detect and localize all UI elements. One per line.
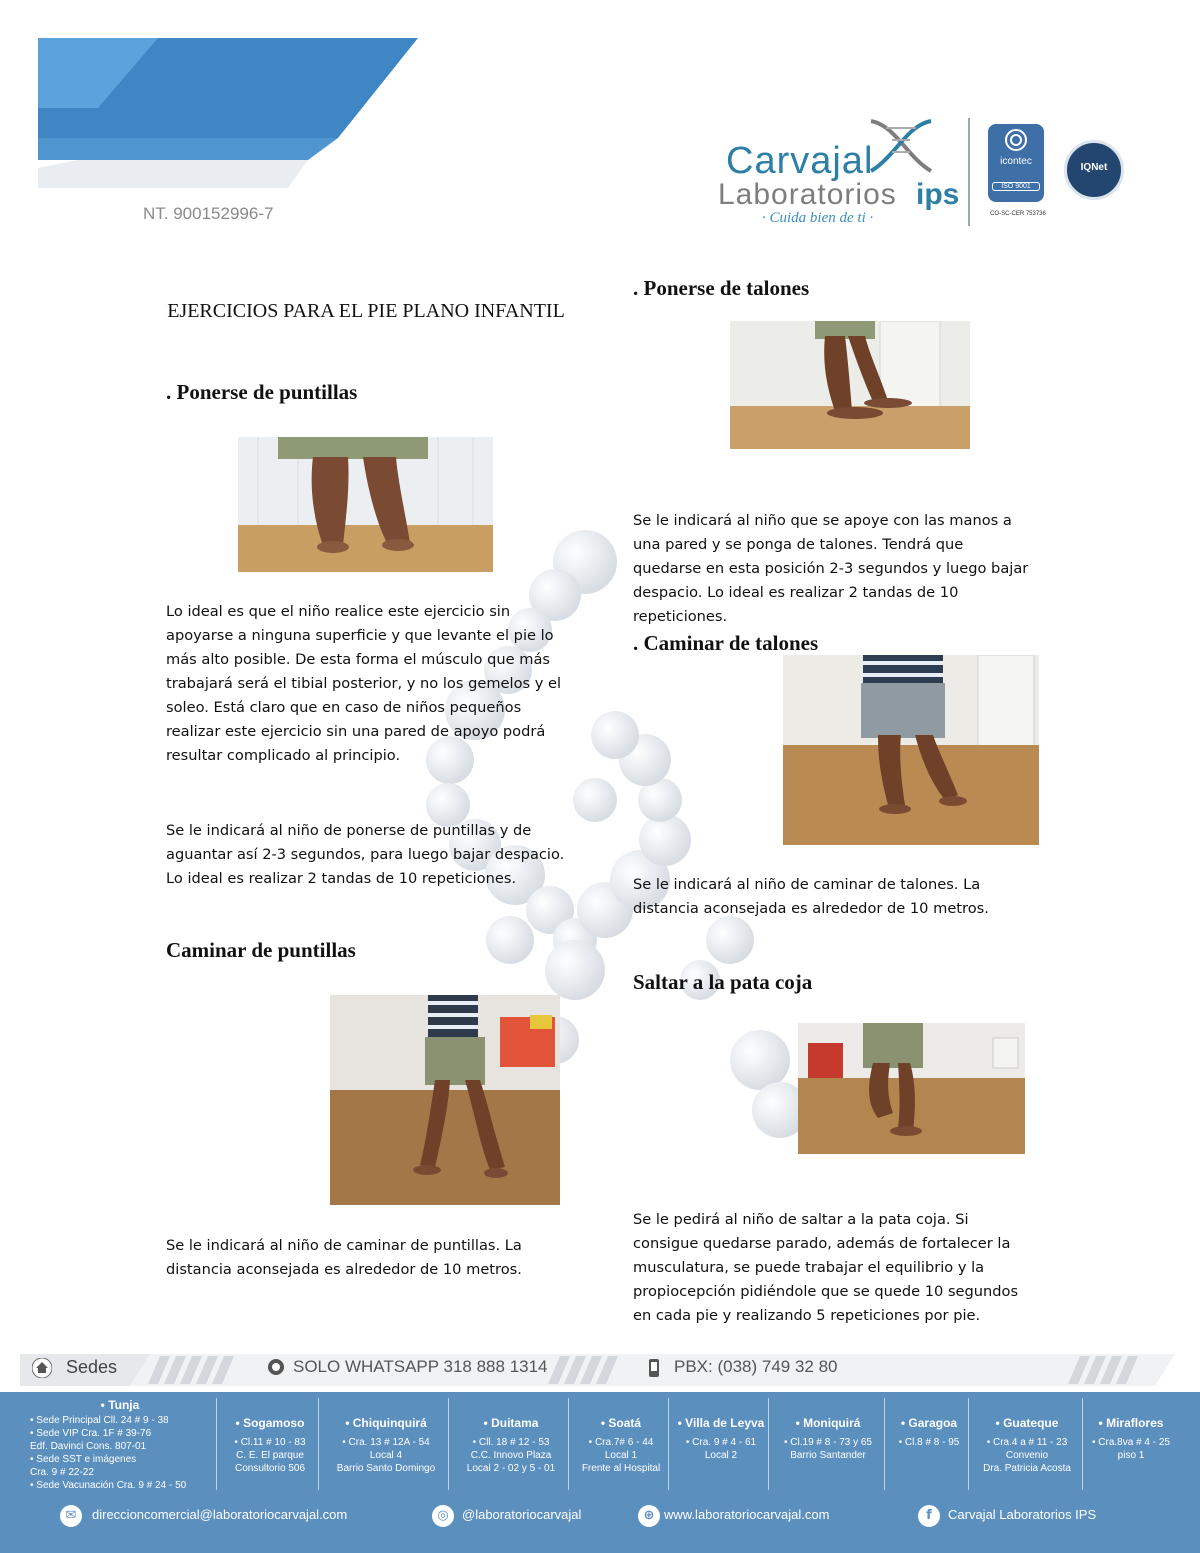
photo-tiptoes [238, 437, 493, 572]
location-address: • Cll. 18 # 12 - 53 C.C. Innovo Plaza Local 2 - 02 y 5 - 01 [466, 1437, 556, 1474]
location-column [672, 1398, 770, 1462]
paragraph-talones: Se le indicará al niño que se apoye con las manos a una pared y se ponga de talones. Tendrá que quedarse en esta posición 2-3 segundos y luego bajar despacio. Lo ideal es realizar 2 tandas de 10 repeticiones. [633, 512, 1029, 625]
location-separator [768, 1398, 769, 1490]
location-city: • Sogamoso [235, 1416, 305, 1430]
location-address: • Cra.7# 6 - 44 Local 1 Frente al Hospital [581, 1437, 661, 1474]
location-separator [968, 1398, 969, 1490]
location-address: • Cl.19 # 8 - 73 y 65 Barrio Santander [784, 1437, 872, 1461]
location-column [888, 1398, 970, 1449]
dna-logo-icon [866, 116, 936, 176]
location-city: • Garagoa [900, 1416, 958, 1430]
location-address: • Cra. 9 # 4 - 61 Local 2 [685, 1437, 757, 1461]
location-city: • Guateque [995, 1416, 1059, 1430]
paragraph-caminar-puntillas: Se le indicará al niño de caminar de puntillas. La distancia aconsejada es alrededor de 10 metros. [166, 1237, 522, 1278]
location-column [572, 1398, 670, 1475]
logo-divider [968, 118, 970, 226]
location-column [220, 1398, 320, 1475]
logo-name-laboratorios: Laboratorios [718, 178, 897, 211]
section-heading-puntillas: . Ponerse de puntillas [166, 380, 358, 404]
location-address: • Cra. 13 # 12A - 54 Local 4 Barrio Santo Domingo [336, 1437, 436, 1474]
footer-info-bar [0, 1350, 1200, 1390]
section-heading-caminar-puntillas: Caminar de puntillas [166, 938, 356, 962]
whatsapp-icon [268, 1359, 284, 1375]
iso-label: ISO 9001 [992, 182, 1040, 191]
location-separator [318, 1398, 319, 1490]
location-address: • Sede Principal Cll. 24 # 9 - 38 • Sede VIP Cra. 1F # 39-76 Edf. Davinci Cons. 807-01 • Sede SST e imágenes Cra. 9 # 22-22 • Sede Vacunación Cra. 9 # 24 - 50 [30, 1415, 187, 1491]
section-heading-pata-coja: Saltar a la pata coja [633, 970, 813, 994]
contact-facebook[interactable]: Carvajal Laboratorios IPS [948, 1507, 1097, 1522]
location-city: • Chiquinquirá [345, 1416, 427, 1430]
paragraph-puntillas-2: Se le indicará al niño de ponerse de puntillas y de aguantar así 2-3 segundos, para luego bajar despacio. Lo ideal es realizar 2 tandas de 10 repeticiones. [166, 822, 565, 887]
location-column [452, 1398, 570, 1475]
location-city: • Tunja [100, 1398, 140, 1412]
location-city: • Duitama [483, 1416, 539, 1430]
location-address: • Cl.11 # 10 - 83 C. E. El parque Consultorio 506 [234, 1437, 306, 1474]
instagram-icon: ◎ [432, 1505, 454, 1527]
location-column [322, 1398, 450, 1475]
logo-tagline: · Cuida bien de ti · [762, 210, 874, 226]
cert-code: CO-SC-CER 753736 [990, 211, 1046, 217]
location-separator [568, 1398, 569, 1490]
phone-icon [648, 1358, 660, 1378]
paragraph-puntillas-1: Lo ideal es que el niño realice este ejercicio sin apoyarse a ninguna superficie y que levante el pie lo más alto posible. De esta forma el músculo que más trabajará será el tibial posterior, y no los gemelos y el soleo. Está claro que en caso de niños pequeños realizar este ejercicio sin una pared de apoyo podrá resultar complicado al principio. [166, 603, 562, 764]
location-separator [884, 1398, 885, 1490]
paragraph-caminar-talones: Se le indicará al niño de caminar de talones. La distancia aconsejada es alrededor de 10 metros. [633, 876, 989, 917]
facebook-icon: f [918, 1505, 940, 1527]
section-heading-caminar-talones: . Caminar de talones [633, 631, 819, 655]
sedes-label: Sedes [66, 1357, 118, 1377]
contact-email[interactable]: direccioncomercial@laboratoriocarvajal.com [92, 1507, 348, 1522]
paragraph-pata-coja: Se le pedirá al niño de saltar a la pata coja. Si consigue quedarse parado, además de fortalecer la musculatura, se puede trabajar el equilibrio y la propiocepción pidiéndole que se quede 10 segundos en cada pie y realizando 5 repeticiones por pie. [633, 1211, 1019, 1324]
header-banner [38, 38, 418, 188]
logo-name-carvajal: Carvajal [726, 140, 874, 182]
icontec-label: icontec [1000, 156, 1032, 167]
iqnet-label: IQNet [1080, 162, 1108, 173]
location-city: • Moniquirá [795, 1416, 861, 1430]
whatsapp-number: SOLO WHATSAPP 318 888 1314 [293, 1357, 548, 1376]
location-column [30, 1398, 210, 1492]
photo-hop [798, 1023, 1025, 1154]
icontec-icon [1004, 128, 1028, 152]
pbx-number: PBX: (038) 749 32 80 [674, 1357, 838, 1376]
email-icon: ✉ [60, 1505, 82, 1527]
location-column [1086, 1398, 1176, 1462]
location-separator [1082, 1398, 1083, 1490]
location-address: • Cra.4 a # 11 - 23 Convenio Dra. Patricia Acosta [983, 1437, 1071, 1474]
contact-website[interactable]: www.laboratoriocarvajal.com [664, 1507, 830, 1522]
photo-walk-tiptoes [330, 995, 560, 1205]
location-column [972, 1398, 1082, 1475]
location-address: • Cl.8 # 8 - 95 [898, 1437, 960, 1448]
location-city: • Villa de Leyva [677, 1416, 765, 1430]
location-city: • Soatá [600, 1416, 642, 1430]
nit-number: NT. 900152996-7 [143, 204, 274, 223]
web-icon: ⊕ [638, 1505, 660, 1527]
photo-walk-heels [783, 655, 1039, 845]
location-address: • Cra.8va # 4 - 25 piso 1 [1092, 1437, 1170, 1461]
contact-instagram[interactable]: @laboratoriocarvajal [462, 1507, 582, 1522]
page-title: EJERCICIOS PARA EL PIE PLANO INFANTIL [167, 300, 565, 322]
home-icon [32, 1358, 52, 1378]
location-city: • Miraflores [1098, 1416, 1164, 1430]
logo-ips: ips [916, 178, 960, 211]
photo-heels [730, 321, 970, 449]
section-heading-talones: . Ponerse de talones [633, 276, 810, 300]
location-separator [448, 1398, 449, 1490]
location-separator [668, 1398, 669, 1490]
location-separator [216, 1398, 217, 1490]
location-column [772, 1398, 884, 1462]
